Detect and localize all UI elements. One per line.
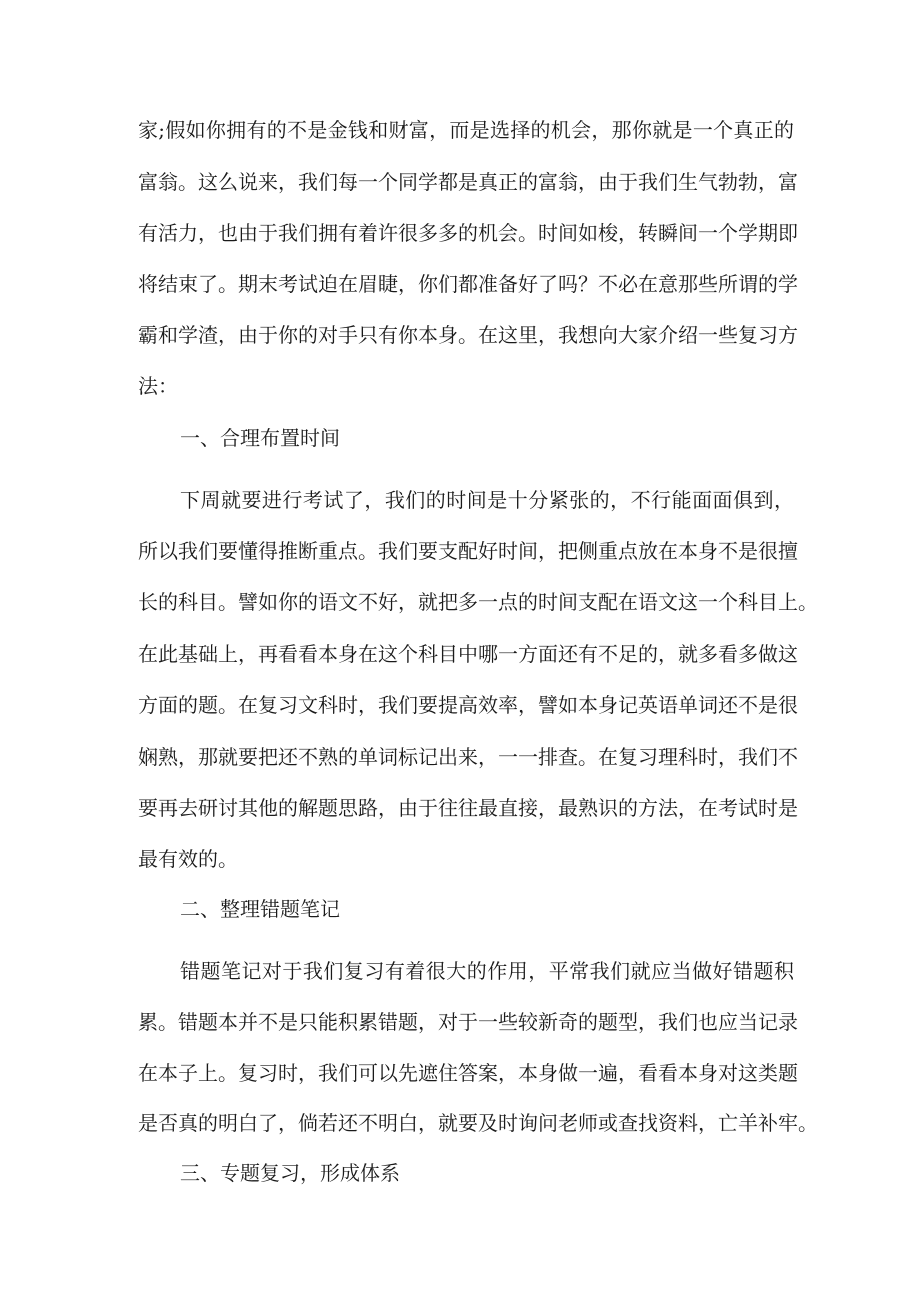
section-heading-2: 二、整理错题笔记 bbox=[180, 897, 340, 921]
paragraph-line: 错题笔记对于我们复习有着很大的作用，平常我们就应当做好错题积 bbox=[180, 959, 794, 983]
paragraph-line: 下周就要进行考试了，我们的时间是十分紧张的，不行能面面俱到， bbox=[180, 488, 794, 512]
paragraph-line: 方面的题。在复习文科时，我们要提高效率，譬如本身记英语单词还不是很 bbox=[138, 693, 798, 717]
paragraph-line: 富翁。这么说来，我们每一个同学都是真正的富翁，由于我们生气勃勃，富 bbox=[138, 170, 798, 194]
paragraph-line: 要再去研讨其他的解题思路，由于往往最直接，最熟识的方法，在考试时是 bbox=[138, 796, 798, 820]
paragraph-line: 娴熟，那就要把还不熟的单词标记出来，一一排查。在复习理科时，我们不 bbox=[138, 745, 798, 769]
paragraph-line: 将结束了。期末考试迫在眉睫，你们都准备好了吗？不必在意那些所谓的学 bbox=[138, 272, 798, 296]
paragraph-line: 最有效的。 bbox=[138, 847, 238, 871]
section-heading-3: 三、专题复习，形成体系 bbox=[180, 1161, 400, 1185]
section-heading-1: 一、合理布置时间 bbox=[180, 426, 340, 450]
paragraph-line: 法： bbox=[138, 374, 178, 398]
paragraph-line: 有活力，也由于我们拥有着许很多多的机会。时间如梭，转瞬间一个学期即 bbox=[138, 221, 798, 245]
paragraph-line: 累。错题本并不是只能积累错题，对于一些较新奇的题型，我们也应当记录 bbox=[138, 1010, 798, 1034]
paragraph-line: 长的科目。譬如你的语文不好，就把多一点的时间支配在语文这一个科目上。 bbox=[138, 590, 818, 614]
paragraph-line: 是否真的明白了，倘若还不明白，就要及时询问老师或查找资料，亡羊补牢。 bbox=[138, 1111, 818, 1135]
paragraph-line: 霸和学渣，由于你的对手只有你本身。在这里，我想向大家介绍一些复习方 bbox=[138, 323, 798, 347]
paragraph-line: 所以我们要懂得推断重点。我们要支配好时间，把侧重点放在本身不是很擅 bbox=[138, 539, 798, 563]
paragraph-line: 家;假如你拥有的不是金钱和财富，而是选择的机会，那你就是一个真正的 bbox=[138, 118, 794, 142]
paragraph-line: 在本子上。复习时，我们可以先遮住答案，本身做一遍，看看本身对这类题 bbox=[138, 1061, 798, 1085]
paragraph-line: 在此基础上，再看看本身在这个科目中哪一方面还有不足的，就多看多做这 bbox=[138, 642, 798, 666]
